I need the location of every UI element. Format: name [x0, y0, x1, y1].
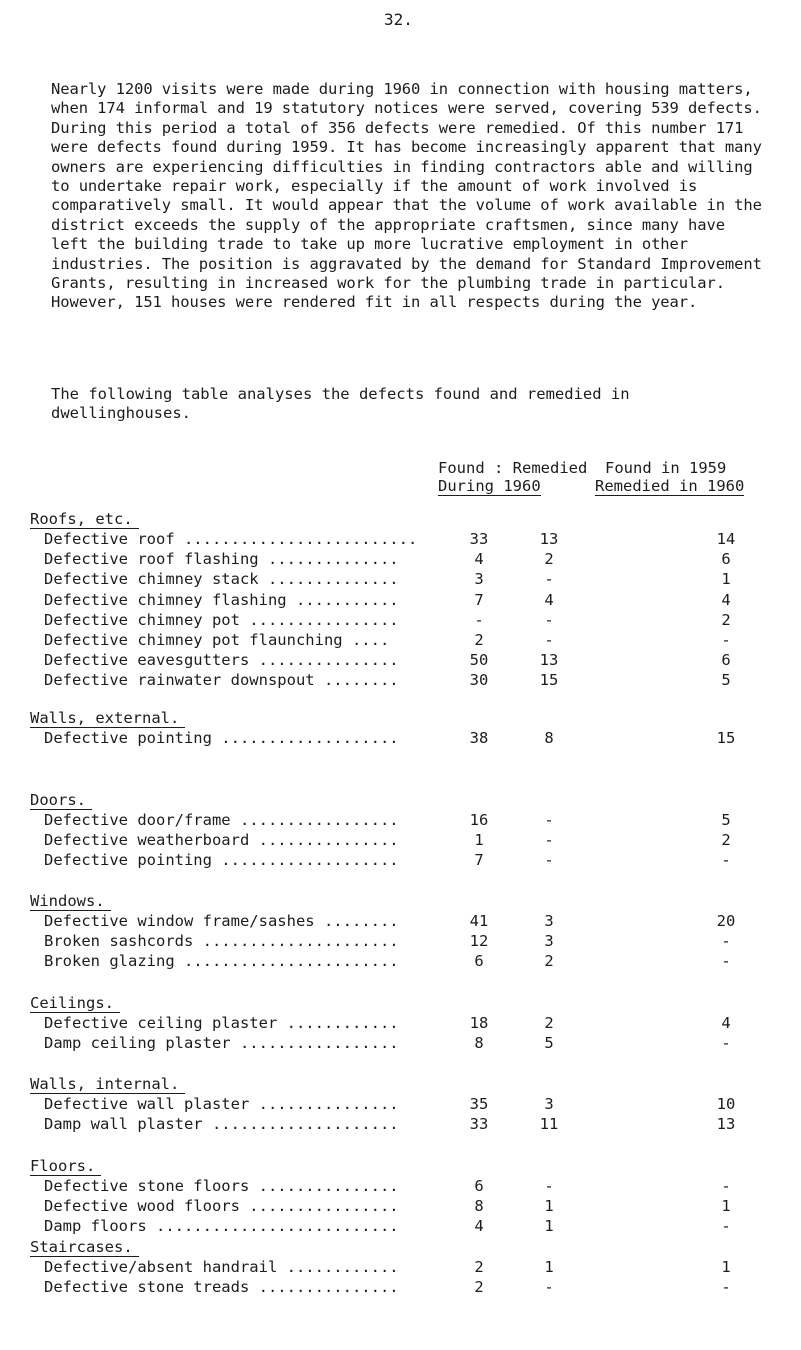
row-label: Defective stone treads ............... — [44, 1278, 399, 1297]
remedied-1960-value: 13 — [539, 530, 559, 548]
found-1959-remedied-1960-value: 15 — [716, 729, 736, 747]
section-title-text: Windows. — [30, 892, 111, 911]
remedied-1960-value: - — [544, 570, 554, 589]
row-label: Defective/absent handrail ............ — [44, 1258, 399, 1276]
table-intro: The following table analyses the defects found and remedied in dwellinghouses. — [51, 385, 630, 423]
found-1959-remedied-1960-value: 2 — [721, 831, 731, 850]
table-row — [44, 1258, 764, 1278]
row-label: Defective wood floors ................ — [44, 1197, 399, 1216]
found-1960-value: 8 — [474, 1197, 484, 1216]
row-label: Defective door/frame ................. — [44, 811, 399, 829]
found-1960-value: 8 — [474, 1034, 484, 1053]
table-row — [44, 550, 764, 570]
table-row — [44, 1014, 764, 1034]
row-label: Broken glazing ....................... — [44, 952, 399, 971]
column-header-remedied-1960: Remedied in 1960 — [595, 477, 745, 495]
found-1960-value: 33 — [469, 530, 489, 548]
table-row — [44, 611, 764, 631]
found-1959-remedied-1960-value: - — [721, 1217, 731, 1236]
table-row — [44, 1095, 764, 1115]
found-1960-value: 12 — [469, 932, 489, 951]
found-1959-remedied-1960-value: - — [721, 1034, 731, 1053]
column-header-during-1960: During 1960 — [438, 477, 541, 495]
page-number: 32. — [384, 10, 413, 29]
section-title — [30, 1238, 139, 1257]
found-1960-value: 50 — [469, 651, 489, 670]
section-title — [30, 892, 111, 911]
table-row — [44, 631, 764, 651]
found-1959-remedied-1960-value: 4 — [721, 1014, 731, 1032]
found-1959-remedied-1960-value: 1 — [721, 1197, 731, 1216]
remedied-1960-value: - — [544, 831, 554, 850]
table-row — [44, 530, 764, 550]
table-row — [44, 729, 764, 749]
table-row — [44, 570, 764, 590]
section-title — [30, 791, 92, 810]
table-row — [44, 932, 764, 952]
table-row — [44, 1177, 764, 1197]
found-1959-remedied-1960-value: 14 — [716, 530, 736, 548]
found-1960-value: 7 — [474, 590, 484, 609]
found-1960-value: 33 — [469, 1115, 489, 1134]
table-row — [44, 1217, 764, 1237]
remedied-1960-value: 1 — [544, 1197, 554, 1216]
table-row — [44, 1197, 764, 1217]
table-row — [44, 591, 764, 611]
found-1959-remedied-1960-value: - — [721, 932, 731, 951]
found-1959-remedied-1960-value: 1 — [721, 570, 731, 589]
row-label: Defective chimney stack .............. — [44, 570, 399, 589]
found-1959-remedied-1960-value: 6 — [721, 651, 731, 670]
found-1960-value: 30 — [469, 671, 489, 690]
table-row — [44, 671, 764, 691]
remedied-1960-value: 2 — [544, 952, 554, 971]
column-header-found-1959: Found in 1959 — [605, 459, 727, 477]
found-1959-remedied-1960-value: 10 — [716, 1095, 736, 1113]
found-1960-value: 38 — [469, 729, 489, 747]
section-title-text: Doors. — [30, 791, 92, 810]
section-title-text: Staircases. — [30, 1238, 139, 1257]
section-title-text: Floors. — [30, 1157, 101, 1176]
section-title-text: Ceilings. — [30, 994, 120, 1013]
row-label: Defective chimney flashing ........... — [44, 590, 399, 609]
found-1959-remedied-1960-value: - — [721, 851, 731, 870]
section-title — [30, 510, 139, 529]
remedied-1960-value: - — [544, 1278, 554, 1297]
found-1960-value: 6 — [474, 1177, 484, 1195]
table-row — [44, 952, 764, 972]
row-label: Defective pointing ................... — [44, 851, 399, 870]
row-label: Damp floors .......................... — [44, 1217, 399, 1236]
remedied-1960-value: 1 — [544, 1258, 554, 1276]
row-label: Defective chimney pot flaunching .... — [44, 631, 390, 649]
remedied-1960-value: 8 — [544, 729, 554, 747]
table-row — [44, 851, 764, 871]
found-1959-remedied-1960-value: 5 — [721, 811, 731, 829]
remedied-1960-value: - — [544, 610, 554, 629]
found-1960-value: 6 — [474, 952, 484, 971]
remedied-1960-value: - — [544, 851, 554, 870]
found-1960-value: 41 — [469, 912, 489, 930]
section-title — [30, 709, 185, 728]
found-1959-remedied-1960-value: 5 — [721, 671, 731, 690]
table-row — [44, 811, 764, 831]
remedied-1960-value: 3 — [544, 912, 554, 930]
found-1960-value: - — [474, 610, 484, 629]
found-1960-value: 3 — [474, 570, 484, 589]
row-label: Defective window frame/sashes ........ — [44, 912, 399, 930]
section-title — [30, 994, 120, 1013]
remedied-1960-value: - — [544, 631, 554, 649]
remedied-1960-value: 15 — [539, 671, 559, 690]
found-1959-remedied-1960-value: 13 — [716, 1115, 736, 1134]
table-row — [44, 1034, 764, 1054]
remedied-1960-value: 4 — [544, 590, 554, 609]
row-label: Defective pointing ................... — [44, 729, 399, 747]
row-label: Defective stone floors ............... — [44, 1177, 399, 1195]
remedied-1960-value: - — [544, 1177, 554, 1195]
remedied-1960-value: 3 — [544, 1095, 554, 1113]
section-title-text: Walls, external. — [30, 709, 185, 728]
row-label: Damp ceiling plaster ................. — [44, 1034, 399, 1053]
row-label: Defective roof flashing .............. — [44, 550, 399, 569]
found-1960-value: 7 — [474, 851, 484, 870]
found-1959-remedied-1960-value: - — [721, 631, 731, 649]
row-label: Defective weatherboard ............... — [44, 831, 399, 850]
remedied-1960-value: 2 — [544, 1014, 554, 1032]
row-label: Defective ceiling plaster ............ — [44, 1014, 399, 1032]
table-row — [44, 1278, 764, 1298]
found-1960-value: 4 — [474, 1217, 484, 1236]
found-1959-remedied-1960-value: - — [721, 952, 731, 971]
found-1960-value: 4 — [474, 550, 484, 569]
table-row — [44, 651, 764, 671]
found-1960-value: 16 — [469, 811, 489, 829]
section-title-text: Walls, internal. — [30, 1075, 185, 1094]
section-title — [30, 1075, 185, 1094]
row-label: Defective rainwater downspout ........ — [44, 671, 399, 690]
table-row — [44, 912, 764, 932]
section-title — [30, 1157, 101, 1176]
found-1959-remedied-1960-value: - — [721, 1278, 731, 1297]
found-1960-value: 2 — [474, 631, 484, 649]
row-label: Defective roof ......................... — [44, 530, 418, 548]
row-label: Damp wall plaster .................... — [44, 1115, 399, 1134]
remedied-1960-value: 2 — [544, 550, 554, 569]
remedied-1960-value: 5 — [544, 1034, 554, 1053]
found-1959-remedied-1960-value: 1 — [721, 1258, 731, 1276]
remedied-1960-value: - — [544, 811, 554, 829]
found-1959-remedied-1960-value: 20 — [716, 912, 736, 930]
found-1960-value: 2 — [474, 1258, 484, 1276]
found-1960-value: 18 — [469, 1014, 489, 1032]
row-label: Defective wall plaster ............... — [44, 1095, 399, 1113]
section-title-text: Roofs, etc. — [30, 510, 139, 529]
row-label: Defective eavesgutters ............... — [44, 651, 399, 670]
row-label: Defective chimney pot ................ — [44, 610, 399, 629]
remedied-1960-value: 13 — [539, 651, 559, 670]
column-header-found-remedied: Found : Remedied — [438, 459, 588, 477]
found-1959-remedied-1960-value: 4 — [721, 590, 731, 609]
found-1959-remedied-1960-value: 6 — [721, 550, 731, 569]
remedied-1960-value: 3 — [544, 932, 554, 951]
found-1960-value: 2 — [474, 1278, 484, 1297]
found-1959-remedied-1960-value: 2 — [721, 610, 731, 629]
found-1960-value: 1 — [474, 831, 484, 850]
table-row — [44, 1115, 764, 1135]
intro-paragraph: Nearly 1200 visits were made during 1960 in connection with housing matters, when 174 informal and 19 statutory notices were served, covering 539 defects. During this period a total of 356 defects were remedied. Of this number 171 were defects found during 1959. It has become increasingly apparent that many owners are experiencing difficulties in finding contractors able and willing to undertake repair work, especially if the amount of work involved is comparatively small. It would appear that the volume of work available in the district exceeds the supply of the appropriate craftsmen, since many have left the building trade to take up more lucrative employment in other industries. The position is aggravated by the demand for Standard Improvement Grants, resulting in increased work for the plumbing trade in particular. However, 151 houses were rendered fit in all respects during the year. — [51, 80, 762, 312]
remedied-1960-value: 1 — [544, 1217, 554, 1236]
found-1959-remedied-1960-value: - — [721, 1177, 731, 1195]
found-1960-value: 35 — [469, 1095, 489, 1113]
row-label: Broken sashcords ..................... — [44, 932, 399, 951]
remedied-1960-value: 11 — [539, 1115, 559, 1134]
table-row — [44, 831, 764, 851]
